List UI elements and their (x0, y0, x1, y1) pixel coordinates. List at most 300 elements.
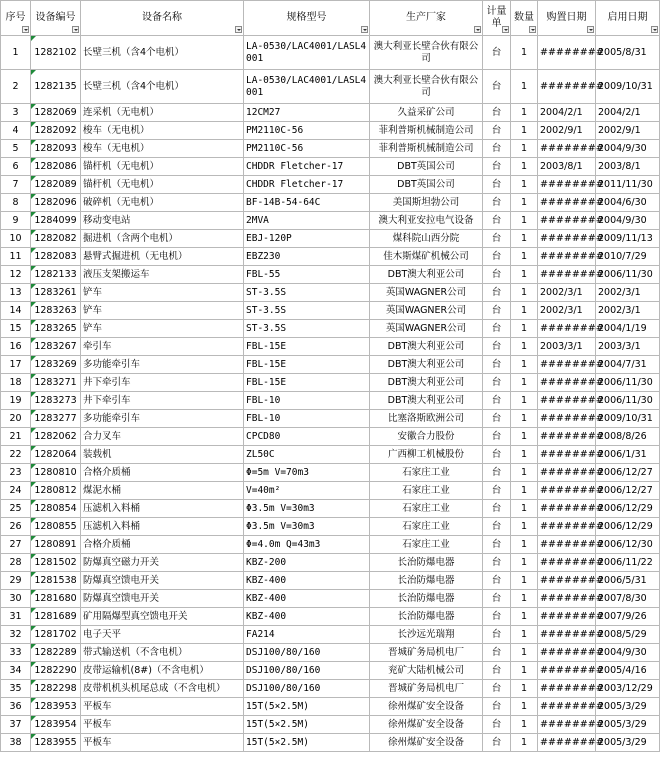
cell-manufacturer[interactable]: 佳木斯煤矿机械公司 (370, 248, 483, 266)
cell-manufacturer[interactable]: 澳大利亚长壁合伙有限公司 (370, 36, 483, 70)
cell-equipment-code[interactable] (31, 248, 81, 266)
cell-unit[interactable]: 台 (483, 374, 511, 392)
cell-unit[interactable]: 台 (483, 590, 511, 608)
cell-equipment-name[interactable]: 液压支架搬运车 (81, 266, 244, 284)
cell-index[interactable]: 4 (1, 122, 31, 140)
filter-dropdown-icon[interactable] (361, 26, 368, 33)
cell-quantity[interactable]: 1 (511, 572, 538, 590)
cell-equipment-code[interactable] (31, 104, 81, 122)
cell-equipment-name[interactable]: 防爆真空馈电开关 (81, 572, 244, 590)
cell-quantity[interactable]: 1 (511, 446, 538, 464)
cell-start-date[interactable]: 2009/11/13 (596, 230, 660, 248)
cell-purchase-date[interactable]: ######## (538, 644, 596, 662)
cell-quantity[interactable]: 1 (511, 608, 538, 626)
filter-dropdown-icon[interactable] (474, 26, 481, 33)
cell-manufacturer[interactable]: 英国WAGNER公司 (370, 320, 483, 338)
cell-unit[interactable]: 台 (483, 410, 511, 428)
cell-equipment-code[interactable] (31, 428, 81, 446)
cell-start-date[interactable]: 2004/2/1 (596, 104, 660, 122)
header-code[interactable] (31, 1, 81, 36)
cell-quantity[interactable]: 1 (511, 36, 538, 70)
filter-dropdown-icon[interactable] (587, 26, 594, 33)
cell-equipment-name[interactable]: 皮带机机头机尾总成（不含电机） (81, 680, 244, 698)
cell-purchase-date[interactable]: ######## (538, 482, 596, 500)
cell-unit[interactable]: 台 (483, 70, 511, 104)
cell-equipment-name[interactable]: 平板车 (81, 734, 244, 752)
cell-manufacturer[interactable]: 久益采矿公司 (370, 104, 483, 122)
cell-equipment-name[interactable]: 长壁三机（含4个电机） (81, 70, 244, 104)
cell-purchase-date[interactable]: ######## (538, 662, 596, 680)
cell-quantity[interactable]: 1 (511, 716, 538, 734)
cell-purchase-date[interactable]: ######## (538, 716, 596, 734)
cell-equipment-code[interactable] (31, 122, 81, 140)
cell-equipment-name[interactable]: 合格介质桶 (81, 536, 244, 554)
cell-equipment-code[interactable] (31, 140, 81, 158)
cell-manufacturer[interactable]: 安徽合力股份 (370, 428, 483, 446)
cell-manufacturer[interactable]: 徐州煤矿安全设备 (370, 734, 483, 752)
cell-index[interactable]: 11 (1, 248, 31, 266)
cell-quantity[interactable]: 1 (511, 644, 538, 662)
cell-unit[interactable]: 台 (483, 248, 511, 266)
cell-equipment-code[interactable] (31, 230, 81, 248)
cell-start-date[interactable]: 2006/12/27 (596, 464, 660, 482)
cell-index[interactable]: 17 (1, 356, 31, 374)
cell-equipment-name[interactable]: 梭车（无电机） (81, 140, 244, 158)
cell-equipment-name[interactable]: 梭车（无电机） (81, 122, 244, 140)
cell-equipment-name[interactable]: 防爆真空磁力开关 (81, 554, 244, 572)
cell-index[interactable]: 26 (1, 518, 31, 536)
cell-start-date[interactable]: 2006/11/22 (596, 554, 660, 572)
cell-manufacturer[interactable]: 英国WAGNER公司 (370, 302, 483, 320)
cell-index[interactable]: 27 (1, 536, 31, 554)
cell-index[interactable]: 24 (1, 482, 31, 500)
cell-purchase-date[interactable]: ######## (538, 140, 596, 158)
cell-start-date[interactable]: 2008/5/29 (596, 626, 660, 644)
cell-equipment-code[interactable] (31, 356, 81, 374)
cell-purchase-date[interactable]: ######## (538, 266, 596, 284)
cell-equipment-code[interactable] (31, 518, 81, 536)
cell-index[interactable]: 25 (1, 500, 31, 518)
cell-index[interactable]: 12 (1, 266, 31, 284)
cell-model[interactable]: BF-14B-54-64C (244, 194, 370, 212)
cell-purchase-date[interactable]: ######## (538, 698, 596, 716)
cell-equipment-name[interactable]: 合力叉车 (81, 428, 244, 446)
cell-quantity[interactable]: 1 (511, 248, 538, 266)
cell-index[interactable]: 14 (1, 302, 31, 320)
cell-model[interactable]: 15T(5×2.5M) (244, 698, 370, 716)
cell-start-date[interactable]: 2010/7/29 (596, 248, 660, 266)
cell-start-date[interactable]: 2008/8/26 (596, 428, 660, 446)
cell-model[interactable]: ST-3.5S (244, 284, 370, 302)
cell-model[interactable]: KBZ-400 (244, 608, 370, 626)
cell-index[interactable]: 6 (1, 158, 31, 176)
cell-manufacturer[interactable]: DBT澳大利亚公司 (370, 392, 483, 410)
header-manufacturer[interactable] (370, 1, 483, 36)
cell-manufacturer[interactable]: DBT澳大利亚公司 (370, 356, 483, 374)
cell-manufacturer[interactable]: 徐州煤矿安全设备 (370, 716, 483, 734)
cell-model[interactable]: KBZ-200 (244, 554, 370, 572)
cell-equipment-name[interactable]: 平板车 (81, 716, 244, 734)
cell-start-date[interactable]: 2006/12/29 (596, 500, 660, 518)
cell-quantity[interactable]: 1 (511, 320, 538, 338)
cell-index[interactable]: 19 (1, 392, 31, 410)
cell-purchase-date[interactable]: 2002/3/1 (538, 284, 596, 302)
cell-purchase-date[interactable]: ######## (538, 572, 596, 590)
cell-quantity[interactable]: 1 (511, 482, 538, 500)
cell-start-date[interactable]: 2005/3/29 (596, 734, 660, 752)
cell-quantity[interactable]: 1 (511, 122, 538, 140)
cell-index[interactable]: 28 (1, 554, 31, 572)
cell-unit[interactable]: 台 (483, 230, 511, 248)
cell-index[interactable]: 1 (1, 36, 31, 70)
cell-start-date[interactable]: 2006/11/30 (596, 374, 660, 392)
cell-quantity[interactable]: 1 (511, 104, 538, 122)
cell-start-date[interactable]: 2002/3/1 (596, 302, 660, 320)
filter-dropdown-icon[interactable] (235, 26, 242, 33)
cell-equipment-code[interactable] (31, 176, 81, 194)
cell-equipment-code[interactable] (31, 158, 81, 176)
header-model[interactable] (244, 1, 370, 36)
cell-unit[interactable]: 台 (483, 626, 511, 644)
cell-start-date[interactable]: 2011/11/30 (596, 176, 660, 194)
cell-unit[interactable]: 台 (483, 608, 511, 626)
cell-equipment-code[interactable] (31, 644, 81, 662)
cell-equipment-code[interactable] (31, 590, 81, 608)
cell-index[interactable]: 36 (1, 698, 31, 716)
cell-index[interactable]: 18 (1, 374, 31, 392)
cell-model[interactable]: CPCD80 (244, 428, 370, 446)
cell-index[interactable]: 30 (1, 590, 31, 608)
cell-unit[interactable]: 台 (483, 698, 511, 716)
cell-model[interactable]: CHDDR Fletcher-17 (244, 158, 370, 176)
cell-quantity[interactable]: 1 (511, 266, 538, 284)
cell-start-date[interactable]: 2005/4/16 (596, 662, 660, 680)
cell-start-date[interactable]: 2003/3/1 (596, 338, 660, 356)
cell-quantity[interactable]: 1 (511, 626, 538, 644)
cell-unit[interactable]: 台 (483, 446, 511, 464)
cell-manufacturer[interactable]: 长治防爆电器 (370, 572, 483, 590)
cell-manufacturer[interactable]: 石家庄工业 (370, 464, 483, 482)
cell-model[interactable]: ZL50C (244, 446, 370, 464)
cell-manufacturer[interactable]: 晋城矿务局机电厂 (370, 644, 483, 662)
cell-unit[interactable]: 台 (483, 36, 511, 70)
cell-model[interactable]: FBL-10 (244, 410, 370, 428)
cell-purchase-date[interactable]: 2002/3/1 (538, 302, 596, 320)
cell-equipment-code[interactable] (31, 680, 81, 698)
cell-start-date[interactable]: 2006/12/29 (596, 518, 660, 536)
cell-manufacturer[interactable]: 菲利普斯机械制造公司 (370, 122, 483, 140)
cell-start-date[interactable]: 2004/9/30 (596, 140, 660, 158)
cell-index[interactable]: 5 (1, 140, 31, 158)
cell-unit[interactable]: 台 (483, 662, 511, 680)
header-start-date[interactable] (596, 1, 660, 36)
cell-equipment-code[interactable] (31, 608, 81, 626)
cell-purchase-date[interactable]: ######## (538, 500, 596, 518)
cell-start-date[interactable]: 2004/7/31 (596, 356, 660, 374)
cell-equipment-name[interactable]: 破碎机（无电机） (81, 194, 244, 212)
cell-unit[interactable]: 台 (483, 266, 511, 284)
cell-quantity[interactable]: 1 (511, 464, 538, 482)
cell-purchase-date[interactable]: ######## (538, 590, 596, 608)
cell-manufacturer[interactable]: 美国斯坦勃公司 (370, 194, 483, 212)
cell-equipment-code[interactable] (31, 536, 81, 554)
cell-manufacturer[interactable]: 兖矿大陆机械公司 (370, 662, 483, 680)
cell-model[interactable]: EBZ230 (244, 248, 370, 266)
cell-model[interactable]: PM2110C-56 (244, 122, 370, 140)
cell-model[interactable]: KBZ-400 (244, 590, 370, 608)
cell-equipment-code[interactable] (31, 194, 81, 212)
cell-unit[interactable]: 台 (483, 284, 511, 302)
cell-equipment-name[interactable]: 铲车 (81, 302, 244, 320)
header-index[interactable] (1, 1, 31, 36)
cell-quantity[interactable]: 1 (511, 590, 538, 608)
cell-equipment-code[interactable] (31, 392, 81, 410)
cell-model[interactable]: EBJ-120P (244, 230, 370, 248)
cell-manufacturer[interactable]: DBT澳大利亚公司 (370, 374, 483, 392)
cell-equipment-name[interactable]: 合格介质桶 (81, 464, 244, 482)
cell-equipment-code[interactable] (31, 36, 81, 70)
cell-equipment-name[interactable]: 煤泥水桶 (81, 482, 244, 500)
cell-start-date[interactable]: 2004/9/30 (596, 644, 660, 662)
cell-purchase-date[interactable]: ######## (538, 212, 596, 230)
cell-quantity[interactable]: 1 (511, 356, 538, 374)
cell-quantity[interactable]: 1 (511, 554, 538, 572)
cell-quantity[interactable]: 1 (511, 698, 538, 716)
cell-quantity[interactable]: 1 (511, 734, 538, 752)
cell-manufacturer[interactable]: 石家庄工业 (370, 536, 483, 554)
cell-unit[interactable]: 台 (483, 680, 511, 698)
cell-model[interactable]: LA-0530/LAC4001/LASL4001 (244, 36, 370, 70)
cell-purchase-date[interactable]: ######## (538, 608, 596, 626)
cell-equipment-name[interactable]: 井下牵引车 (81, 392, 244, 410)
cell-equipment-name[interactable]: 电子天平 (81, 626, 244, 644)
cell-unit[interactable]: 台 (483, 320, 511, 338)
cell-purchase-date[interactable]: ######## (538, 626, 596, 644)
cell-quantity[interactable]: 1 (511, 428, 538, 446)
cell-index[interactable]: 21 (1, 428, 31, 446)
cell-equipment-code[interactable] (31, 410, 81, 428)
cell-start-date[interactable]: 2006/1/31 (596, 446, 660, 464)
cell-purchase-date[interactable]: 2002/9/1 (538, 122, 596, 140)
cell-start-date[interactable]: 2002/9/1 (596, 122, 660, 140)
cell-start-date[interactable]: 2006/11/30 (596, 392, 660, 410)
cell-equipment-code[interactable] (31, 572, 81, 590)
cell-index[interactable]: 38 (1, 734, 31, 752)
cell-start-date[interactable]: 2003/12/29 (596, 680, 660, 698)
cell-purchase-date[interactable]: ######## (538, 356, 596, 374)
cell-start-date[interactable]: 2009/10/31 (596, 410, 660, 428)
cell-equipment-code[interactable] (31, 626, 81, 644)
header-purchase-date[interactable] (538, 1, 596, 36)
cell-start-date[interactable]: 2005/3/29 (596, 698, 660, 716)
cell-start-date[interactable]: 2007/9/26 (596, 608, 660, 626)
cell-model[interactable]: V=40m² (244, 482, 370, 500)
cell-purchase-date[interactable]: ######## (538, 410, 596, 428)
cell-unit[interactable]: 台 (483, 194, 511, 212)
cell-manufacturer[interactable]: 英国WAGNER公司 (370, 284, 483, 302)
cell-purchase-date[interactable]: ######## (538, 70, 596, 104)
cell-purchase-date[interactable]: ######## (538, 428, 596, 446)
cell-manufacturer[interactable]: 长治防爆电器 (370, 608, 483, 626)
cell-quantity[interactable]: 1 (511, 230, 538, 248)
cell-model[interactable]: DSJ100/80/160 (244, 662, 370, 680)
cell-unit[interactable]: 台 (483, 158, 511, 176)
filter-dropdown-icon[interactable] (502, 26, 509, 33)
cell-model[interactable]: Φ=5m V=70m3 (244, 464, 370, 482)
cell-manufacturer[interactable]: 长治防爆电器 (370, 590, 483, 608)
cell-purchase-date[interactable]: ######## (538, 680, 596, 698)
cell-model[interactable]: 2MVA (244, 212, 370, 230)
cell-equipment-code[interactable] (31, 338, 81, 356)
cell-unit[interactable]: 台 (483, 392, 511, 410)
cell-purchase-date[interactable]: ######## (538, 554, 596, 572)
cell-start-date[interactable]: 2006/11/30 (596, 266, 660, 284)
cell-equipment-name[interactable]: 压滤机入料桶 (81, 518, 244, 536)
cell-equipment-code[interactable] (31, 266, 81, 284)
header-quantity[interactable] (511, 1, 538, 36)
cell-quantity[interactable]: 1 (511, 194, 538, 212)
cell-unit[interactable]: 台 (483, 536, 511, 554)
cell-manufacturer[interactable]: DBT澳大利亚公司 (370, 338, 483, 356)
cell-manufacturer[interactable]: 长治防爆电器 (370, 554, 483, 572)
cell-equipment-name[interactable]: 连采机（无电机） (81, 104, 244, 122)
cell-start-date[interactable]: 2004/6/30 (596, 194, 660, 212)
cell-start-date[interactable]: 2004/1/19 (596, 320, 660, 338)
cell-quantity[interactable]: 1 (511, 158, 538, 176)
cell-model[interactable]: FBL-15E (244, 374, 370, 392)
cell-start-date[interactable]: 2006/12/30 (596, 536, 660, 554)
cell-start-date[interactable]: 2005/3/29 (596, 716, 660, 734)
cell-index[interactable]: 2 (1, 70, 31, 104)
cell-manufacturer[interactable]: 石家庄工业 (370, 500, 483, 518)
cell-manufacturer[interactable]: DBT英国公司 (370, 158, 483, 176)
cell-unit[interactable]: 台 (483, 302, 511, 320)
cell-model[interactable]: ST-3.5S (244, 320, 370, 338)
cell-unit[interactable]: 台 (483, 356, 511, 374)
cell-unit[interactable]: 台 (483, 716, 511, 734)
cell-purchase-date[interactable]: ######## (538, 734, 596, 752)
cell-equipment-code[interactable] (31, 500, 81, 518)
cell-manufacturer[interactable]: 长沙远光瑞翔 (370, 626, 483, 644)
cell-quantity[interactable]: 1 (511, 140, 538, 158)
cell-unit[interactable]: 台 (483, 464, 511, 482)
cell-unit[interactable]: 台 (483, 734, 511, 752)
cell-purchase-date[interactable]: ######## (538, 374, 596, 392)
cell-equipment-name[interactable]: 防爆真空馈电开关 (81, 590, 244, 608)
cell-equipment-name[interactable]: 矿用隔爆型真空馈电开关 (81, 608, 244, 626)
cell-unit[interactable]: 台 (483, 518, 511, 536)
cell-purchase-date[interactable]: ######## (538, 176, 596, 194)
cell-manufacturer[interactable]: 澳大利亚安拉电气设备 (370, 212, 483, 230)
cell-equipment-code[interactable] (31, 464, 81, 482)
filter-dropdown-icon[interactable] (72, 26, 79, 33)
cell-start-date[interactable]: 2006/5/31 (596, 572, 660, 590)
cell-model[interactable]: FBL-10 (244, 392, 370, 410)
cell-equipment-name[interactable]: 多功能牵引车 (81, 410, 244, 428)
cell-quantity[interactable]: 1 (511, 176, 538, 194)
cell-index[interactable]: 10 (1, 230, 31, 248)
cell-model[interactable]: 12CM27 (244, 104, 370, 122)
cell-quantity[interactable]: 1 (511, 536, 538, 554)
cell-index[interactable]: 23 (1, 464, 31, 482)
cell-equipment-code[interactable] (31, 446, 81, 464)
cell-index[interactable]: 22 (1, 446, 31, 464)
cell-equipment-name[interactable]: 长壁三机（含4个电机） (81, 36, 244, 70)
cell-equipment-code[interactable] (31, 284, 81, 302)
cell-equipment-name[interactable]: 井下牵引车 (81, 374, 244, 392)
cell-equipment-name[interactable]: 悬臂式掘进机（无电机） (81, 248, 244, 266)
cell-start-date[interactable]: 2005/8/31 (596, 36, 660, 70)
cell-index[interactable]: 34 (1, 662, 31, 680)
cell-model[interactable]: LA-0530/LAC4001/LASL4001 (244, 70, 370, 104)
cell-model[interactable]: CHDDR Fletcher-17 (244, 176, 370, 194)
cell-index[interactable]: 32 (1, 626, 31, 644)
cell-purchase-date[interactable]: ######## (538, 536, 596, 554)
cell-unit[interactable]: 台 (483, 644, 511, 662)
cell-quantity[interactable]: 1 (511, 518, 538, 536)
cell-quantity[interactable]: 1 (511, 410, 538, 428)
cell-start-date[interactable]: 2004/9/30 (596, 212, 660, 230)
filter-dropdown-icon[interactable] (651, 26, 658, 33)
cell-model[interactable]: Φ3.5m V=30m3 (244, 500, 370, 518)
cell-start-date[interactable]: 2006/12/27 (596, 482, 660, 500)
cell-unit[interactable]: 台 (483, 176, 511, 194)
cell-index[interactable]: 37 (1, 716, 31, 734)
cell-unit[interactable]: 台 (483, 104, 511, 122)
header-unit[interactable] (483, 1, 511, 36)
cell-index[interactable]: 3 (1, 104, 31, 122)
cell-index[interactable]: 31 (1, 608, 31, 626)
cell-start-date[interactable]: 2003/8/1 (596, 158, 660, 176)
cell-unit[interactable]: 台 (483, 500, 511, 518)
cell-manufacturer[interactable]: 晋城矿务局机电厂 (370, 680, 483, 698)
cell-manufacturer[interactable]: 煤科院山西分院 (370, 230, 483, 248)
cell-unit[interactable]: 台 (483, 140, 511, 158)
header-name[interactable] (81, 1, 244, 36)
cell-equipment-code[interactable] (31, 734, 81, 752)
cell-equipment-code[interactable] (31, 482, 81, 500)
cell-equipment-name[interactable]: 移动变电站 (81, 212, 244, 230)
cell-model[interactable]: FBL-15E (244, 356, 370, 374)
cell-equipment-name[interactable]: 牵引车 (81, 338, 244, 356)
cell-start-date[interactable]: 2007/8/30 (596, 590, 660, 608)
cell-equipment-name[interactable]: 带式输送机（不含电机） (81, 644, 244, 662)
cell-equipment-code[interactable] (31, 212, 81, 230)
cell-unit[interactable]: 台 (483, 338, 511, 356)
cell-model[interactable]: Φ3.5m V=30m3 (244, 518, 370, 536)
cell-equipment-code[interactable] (31, 374, 81, 392)
cell-unit[interactable]: 台 (483, 122, 511, 140)
cell-index[interactable]: 7 (1, 176, 31, 194)
cell-purchase-date[interactable]: ######## (538, 518, 596, 536)
cell-manufacturer[interactable]: 澳大利亚长壁合伙有限公司 (370, 70, 483, 104)
cell-quantity[interactable]: 1 (511, 500, 538, 518)
cell-index[interactable]: 16 (1, 338, 31, 356)
cell-equipment-code[interactable] (31, 662, 81, 680)
cell-unit[interactable]: 台 (483, 572, 511, 590)
cell-equipment-name[interactable]: 掘进机（含两个电机） (81, 230, 244, 248)
cell-purchase-date[interactable]: ######## (538, 320, 596, 338)
cell-model[interactable]: FBL-55 (244, 266, 370, 284)
cell-purchase-date[interactable]: 2004/2/1 (538, 104, 596, 122)
cell-unit[interactable]: 台 (483, 428, 511, 446)
cell-model[interactable]: DSJ100/80/160 (244, 644, 370, 662)
cell-equipment-code[interactable] (31, 554, 81, 572)
cell-unit[interactable]: 台 (483, 212, 511, 230)
cell-model[interactable]: FBL-15E (244, 338, 370, 356)
cell-manufacturer[interactable]: 广西柳工机械股份 (370, 446, 483, 464)
cell-purchase-date[interactable]: ######## (538, 230, 596, 248)
